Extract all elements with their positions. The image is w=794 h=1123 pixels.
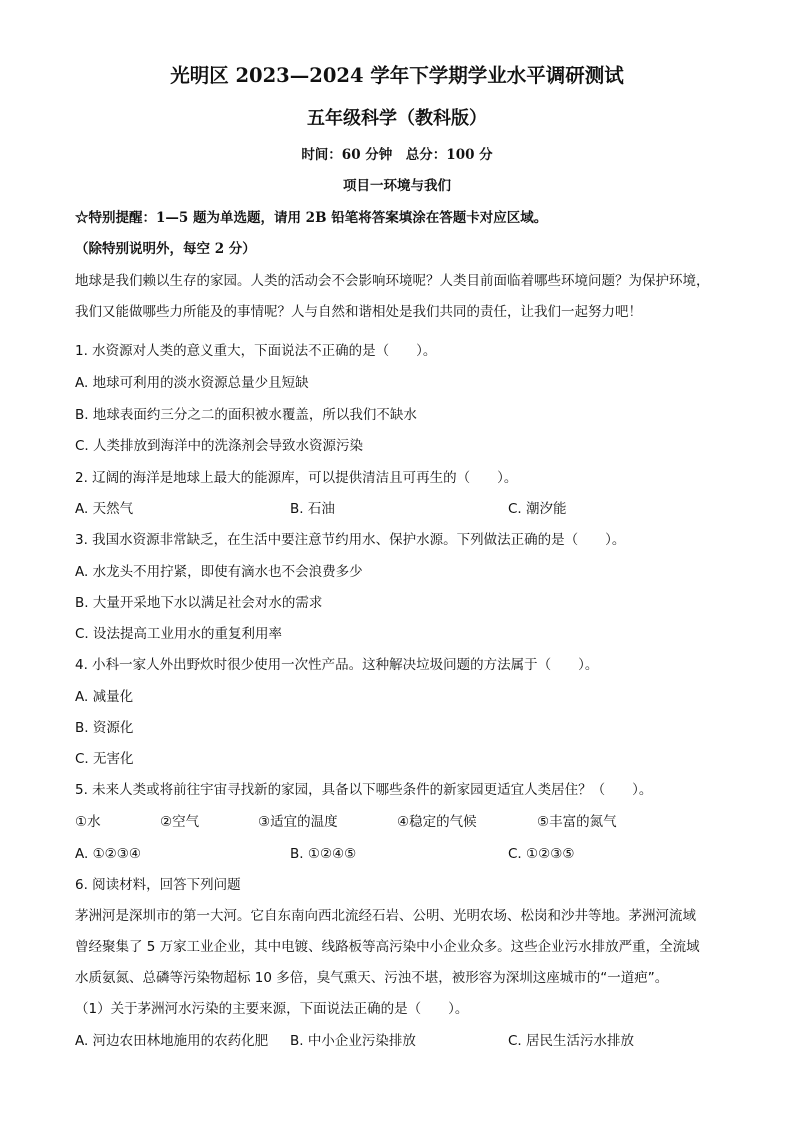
question-2-option-b: B. 石油 [290,501,335,517]
question-4-stem: 4. 小科一家人外出野炊时很少使用一次性产品。这种解决垃圾问题的方法属于（ ）。 [75,657,599,673]
question-2-stem: 2. 辽阔的海洋是地球上最大的能源库，可以提供清洁且可再生的（ ）。 [75,470,518,486]
question-5-option-b: B. ①②④⑤ [290,846,357,862]
reading-material-line-2: 曾经聚集了 5 万家工业企业，其中电镀、线路板等高污染中小企业众多。这些企业污水排放严重，全流域 [75,939,700,955]
question-6-stem: 6. 阅读材料，回答下列问题 [75,877,241,893]
exam-subtitle: 五年级科学（教科版） [307,108,487,129]
question-5-item-5: ⑤丰富的氮气 [537,814,617,830]
question-2-option-a: A. 天然气 [75,501,134,517]
question-6-1-option-b: B. 中小企业污染排放 [290,1033,416,1049]
question-2-option-c: C. 潮汐能 [508,501,567,517]
question-1-option-c: C. 人类排放到海洋中的洗涤剂会导致水资源污染 [75,438,364,454]
reading-material-line-3: 水质氨氮、总磷等污染物超标 10 多倍，臭气熏天、污浊不堪，被形容为深圳这座城市的“一道疤”。 [75,970,669,986]
question-6-1-option-c: C. 居民生活污水排放 [508,1033,635,1049]
question-4-option-a: A. 减量化 [75,689,134,705]
question-3-option-b: B. 大量开采地下水以满足社会对水的需求 [75,595,323,611]
question-1-option-b: B. 地球表面约三分之二的面积被水覆盖，所以我们不缺水 [75,407,417,423]
section-title: 项目一环境与我们 [343,178,451,194]
question-4-option-b: B. 资源化 [75,720,134,736]
question-6-1-stem: （1）关于茅洲河水污染的主要来源，下面说法正确的是（ ）。 [75,1001,469,1017]
question-5-item-4: ④稳定的气候 [397,814,477,830]
intro-line-1: 地球是我们赖以生存的家园。人类的活动会不会影响环境呢？人类目前面临着哪些环境问题？为保护环境， [75,273,710,289]
question-5-item-3: ③适宜的温度 [258,814,338,830]
reading-material-line-1: 茅洲河是深圳市的第一大河。它自东南向西北流经石岩、公明、光明农场、松岗和沙井等地。茅洲河流域 [75,908,696,924]
question-5-stem: 5. 未来人类或将前往宇宙寻找新的家园，具备以下哪些条件的新家园更适宜人类居住？（ ）。 [75,782,653,798]
question-5-item-2: ②空气 [160,814,200,830]
question-5-option-a: A. ①②③④ [75,846,141,862]
question-1-option-a: A. 地球可利用的淡水资源总量少且短缺 [75,375,309,391]
question-5-option-c: C. ①②③⑤ [508,846,575,862]
question-5-item-1: ①水 [75,814,101,830]
intro-line-2: 我们又能做哪些力所能及的事情呢？人与自然和谐相处是我们共同的责任，让我们一起努力吧！ [75,304,642,320]
exam-title: 光明区 2023—2024 学年下学期学业水平调研测试 [170,64,624,87]
question-1-stem: 1. 水资源对人类的意义重大，下面说法不正确的是（ ）。 [75,343,437,359]
scoring-note: （除特别说明外，每空 2 分） [75,241,256,257]
question-3-stem: 3. 我国水资源非常缺乏，在生活中要注意节约用水、保护水源。下列做法正确的是（ ）。 [75,532,626,548]
exam-time-info: 时间：60 分钟 总分：100 分 [301,147,493,163]
special-notice: ☆特别提醒：1—5 题为单选题，请用 2B 铅笔将答案填涂在答题卡对应区域。 [75,210,548,226]
question-6-1-option-a: A. 河边农田林地施用的农药化肥 [75,1033,269,1049]
question-3-option-c: C. 设法提高工业用水的重复利用率 [75,626,283,642]
question-3-option-a: A. 水龙头不用拧紧，即使有滴水也不会浪费多少 [75,564,363,580]
question-4-option-c: C. 无害化 [75,751,134,767]
